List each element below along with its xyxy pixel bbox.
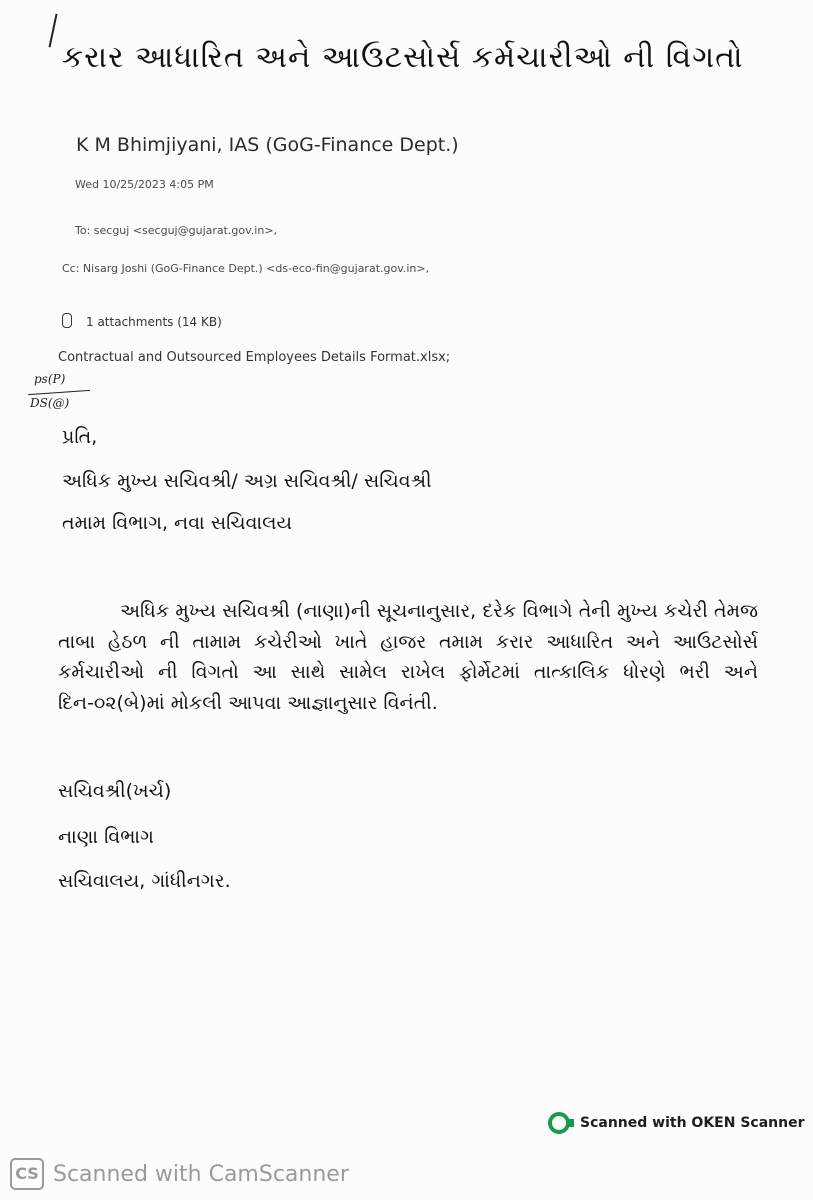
handwritten-underline — [28, 390, 90, 395]
handwritten-note-ps: ps(P) — [34, 372, 66, 386]
handwritten-tick-mark — [49, 14, 62, 49]
recipient-line-2: તમામ વિભાગ, નવા સચિવાલય — [62, 512, 293, 534]
signature-line-1: સચિવશ્રી(ખર્ચ) — [58, 780, 172, 802]
signature-line-3: સચિવાલય, ગાંધીનગર. — [58, 870, 231, 892]
recipient-line-1: અધિક મુખ્ય સચિવશ્રી/ અગ્ર સચિવશ્રી/ સચિવશ્રી — [62, 470, 432, 492]
paperclip-icon — [62, 313, 72, 328]
camscanner-watermark-text: Scanned with CamScanner — [53, 1161, 349, 1187]
oken-watermark-text: Scanned with OKEN Scanner — [580, 1115, 805, 1131]
signature-line-2: નાણા વિભાગ — [58, 826, 154, 848]
email-to: To: secguj <secguj@gujarat.gov.in>, — [75, 224, 278, 237]
oken-logo-icon — [548, 1112, 570, 1134]
email-cc: Cc: Nisarg Joshi (GoG-Finance Dept.) <ds-eco-fin@gujarat.gov.in>, — [62, 262, 430, 275]
document-title: કરાર આધારિત અને આઉટસોર્સ કર્મચારીઓ ની વિગતો — [62, 40, 744, 75]
camscanner-watermark — [10, 1158, 349, 1190]
attachments-label: 1 attachments (14 KB) — [86, 315, 222, 329]
letter-body: અધિક મુખ્ય સચિવશ્રી (નાણા)ની સૂચનાનુસાર, દરેક વિભાગે તેની મુખ્ય કચેરી તેમજ તાબા હેઠળ ની તામામ કચેરીઓ ખાતે હાજર તમામ કરાર આધારિત અને આઉટસોર્સ કર્મચારીઓ ની વિગતો આ સાથે સામેલ રાખેલ ફોર્મેટમાં તાત્કાલિક ધોરણે ભરી અને દિન-૦૨(બે)માં મોકલી આપવા આજ્ઞાનુસાર વિનંતી. — [58, 600, 758, 714]
salutation: પ્રતિ, — [62, 426, 98, 448]
email-sender: K M Bhimjiyani, IAS (GoG-Finance Dept.) — [76, 134, 459, 156]
camscanner-logo-icon: CS — [10, 1158, 44, 1190]
attachments-row — [62, 313, 222, 329]
oken-watermark — [548, 1112, 805, 1134]
attachment-filename: Contractual and Outsourced Employees Details Format.xlsx; — [58, 350, 451, 365]
handwritten-note-ds: DS(@) — [30, 396, 70, 410]
email-date: Wed 10/25/2023 4:05 PM — [75, 178, 214, 191]
